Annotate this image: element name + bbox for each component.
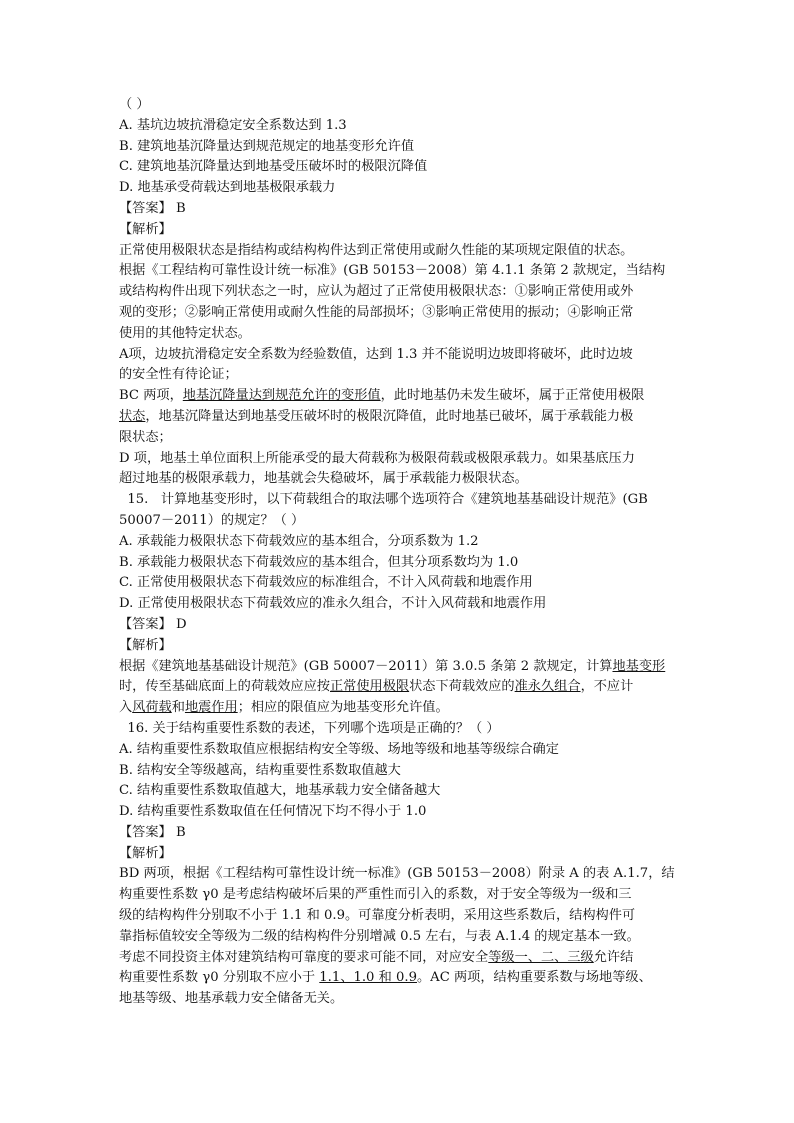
q16-analysis-line: 靠指标值较安全等级为二级的结构构件分别增减 0.5 左右，与表 A.1.4 的规定基本一致。 [119,928,640,944]
q14-option-b: B. 建筑地基沉降量达到规范规定的地基变形允许值 [119,138,415,154]
q15-stem: 50007－2011）的规定？（ ） [119,512,305,528]
q16-option-c: C. 结构重要性系数取值越大，地基承载力安全储备越大 [119,783,441,799]
q15-analysis-line: 时，传至基础底面上的荷载效应应按正常使用极限状态下荷载效应的准永久组合，不应计 [119,679,634,695]
q15-option-a: A. 承载能力极限状态下荷载效应的基本组合，分项系数为 1.2 [119,533,479,549]
underlined-term: 1.1、1.0 和 0.9 [319,970,417,986]
q14-bc-line: BC 两项，地基沉降量达到规范允许的变形值，此时地基仍未发生破坏，属于正常使用极限 [119,388,645,404]
q16-option-d: D. 结构重要性系数取值在任何情况下均不得小于 1.0 [119,804,427,820]
q14-paren: （ ） [119,97,150,112]
q16-answer: 【答案】 B [119,824,186,840]
underlined-term: 准永久组合 [514,679,581,695]
q15-stem: 15. 计算地基变形时，以下荷载组合的取法哪个选项符合《建筑地基基础设计规范》(GB [119,492,648,508]
q16-analysis-line: 构重要性系数 γ0 分别取不应小于 1.1、1.0 和 0.9。AC 两项，结构重要系数与场地等级、 [119,970,652,986]
q16-option-b: B. 结构安全等级越高，结构重要性系数取值越大 [119,762,401,778]
q15-option-c: C. 正常使用极限状态下荷载效应的标准组合，不计入风荷载和地震作用 [119,575,533,591]
q15-analysis-label: 【解析】 [119,637,172,653]
underlined-term: 地震作用 [184,700,238,716]
q14-analysis-line: A项，边坡抗滑稳定安全系数为经验数值，达到 1.3 并不能说明边坡即将破坏，此时边坡 [119,346,633,362]
q14-answer: 【答案】 B [119,200,186,216]
q14-analysis-line: 根据《工程结构可靠性设计统一标准》(GB 50153－2008）第 4.1.1 条第 2 款规定，当结构 [119,263,666,279]
q14-d-line: 超过地基的极限承载力，地基就会失稳破坏，属于承载能力极限状态。 [119,471,528,487]
q14-bc-line: 限状态； [119,429,172,445]
q16-analysis-line: 地基等级、地基承载力安全储备无关。 [119,991,344,1007]
underlined-term: 地基沉降量达到规范允许的变形值 [182,388,381,404]
underlined-term: 状态 [119,408,146,424]
document-page [119,95,681,1010]
underlined-term: 等级一、二、三级 [488,949,594,965]
q14-analysis-line: 使用的其他特定状态。 [119,325,251,341]
underlined-term: 地基变形 [612,658,666,674]
q16-analysis-line: 级的结构构件分别取不小于 1.1 和 0.9。可靠度分析表明，采用这些系数后，结构构件可 [119,908,636,924]
q14-analysis-label: 【解析】 [119,221,172,237]
q15-answer: 【答案】 D [119,616,187,632]
q15-option-d: D. 正常使用极限状态下荷载效应的准永久组合，不计入风荷载和地震作用 [119,596,547,612]
q16-analysis-line: 构重要性系数 γ0 是考虑结构破坏后果的严重性而引入的系数，对于安全等级为一级和三 [119,887,632,903]
q14-d-line: D 项，地基土单位面积上所能承受的最大荷载称为极限荷载或极限承载力。如果基底压力 [119,450,635,466]
q16-analysis-line: BD 两项，根据《工程结构可靠性设计统一标准》(GB 50153－2008）附录 A 的表 A.1.7，结 [119,866,675,882]
q16-option-a: A. 结构重要性系数取值应根据结构安全等级、场地等级和地基等级综合确定 [119,741,559,757]
q16-analysis-line: 考虑不同投资主体对建筑结构可靠度的要求可能不同，对应安全等级一、二、三级允许结 [119,949,634,965]
q14-analysis-line: 正常使用极限状态是指结构或结构构件达到正常使用或耐久性能的某项规定限值的状态。 [119,242,634,258]
q15-analysis-line: 根据《建筑地基基础设计规范》(GB 50007－2011）第 3.0.5 条第 2 款规定，计算地基变形 [119,658,666,674]
q14-option-c: C. 建筑地基沉降量达到地基受压破坏时的极限沉降值 [119,159,428,175]
q15-option-b: B. 承载能力极限状态下荷载效应的基本组合，但其分项系数均为 1.0 [119,554,519,570]
q14-bc-line: 状态，地基沉降量达到地基受压破坏时的极限沉降值，此时地基已破坏，属于承载能力极 [119,408,634,424]
q14-option-a: A. 基坑边坡抗滑稳定安全系数达到 1.3 [119,117,347,133]
q16-stem: 16. 关于结构重要性系数的表述，下列哪个选项是正确的？（ ） [119,720,500,736]
q14-analysis-line: 的安全性有待论证； [119,367,238,383]
q14-analysis-line: 或结构构件出现下列状态之一时，应认为超过了正常使用极限状态：①影响正常使用或外 [119,284,634,300]
q15-analysis-line: 入风荷载和地震作用；相应的限值应为地基变形允许值。 [119,700,449,716]
q14-analysis-line: 观的变形；②影响正常使用或耐久性能的局部损坏；③影响正常使用的振动；④影响正常 [119,304,634,320]
underlined-term: 风荷载 [132,700,172,716]
underlined-term: 正常使用极限 [330,679,410,695]
q14-option-d: D. 地基承受荷载达到地基极限承载力 [119,180,336,196]
q16-analysis-label: 【解析】 [119,845,172,861]
